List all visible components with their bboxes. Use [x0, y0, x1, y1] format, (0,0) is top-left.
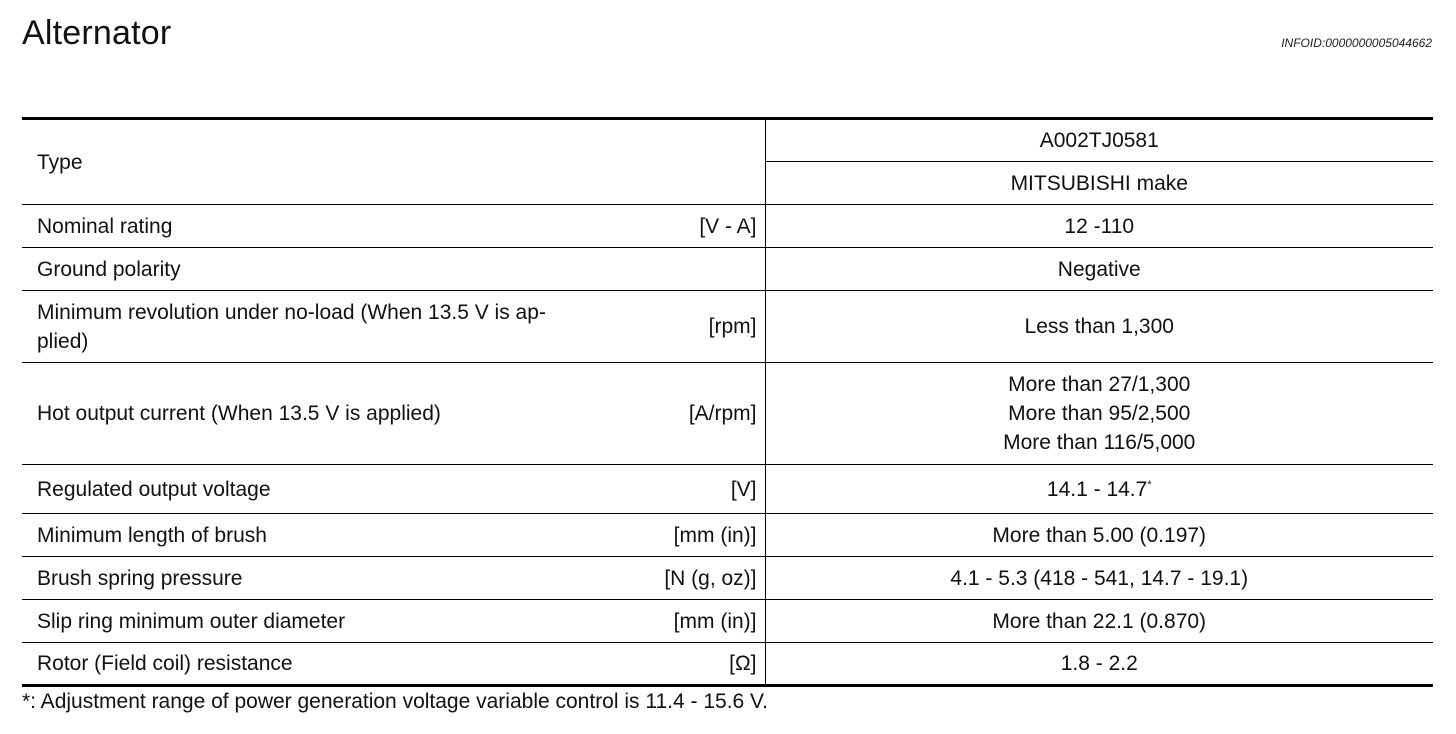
- row-value: MITSUBISHI make: [765, 162, 1433, 205]
- row-label: Brush spring pressure: [22, 557, 662, 600]
- table-row: [22, 291, 1433, 363]
- row-unit: [mm (in)]: [662, 600, 765, 643]
- row-label-line: Minimum revolution under no-load (When 13.5 V is ap-: [37, 300, 546, 324]
- row-label-line: plied): [37, 329, 89, 353]
- row-label: Ground polarity: [22, 248, 662, 291]
- table-row: [22, 643, 1433, 686]
- row-label: Slip ring minimum outer diameter: [22, 600, 662, 643]
- row-value: Less than 1,300: [765, 291, 1433, 363]
- table-row-type: [22, 119, 1433, 162]
- row-value-line: More than 95/2,500: [1008, 402, 1191, 425]
- row-value-line: More than 27/1,300: [1008, 373, 1191, 396]
- row-label: Minimum length of brush: [22, 514, 662, 557]
- row-unit: [N (g, oz)]: [662, 557, 765, 600]
- row-value: 12 -110: [765, 205, 1433, 248]
- row-value: More than 5.00 (0.197): [765, 514, 1433, 557]
- row-label: Rotor (Field coil) resistance: [22, 643, 662, 686]
- row-value: [765, 363, 1433, 465]
- footnote-marker: *: [1147, 478, 1152, 491]
- specification-table: [22, 117, 1433, 687]
- row-value: 1.8 - 2.2: [765, 643, 1433, 686]
- row-label: Regulated output voltage: [22, 465, 662, 514]
- row-unit: [V]: [662, 465, 765, 514]
- row-label: Hot output current (When 13.5 V is applied): [22, 363, 662, 465]
- row-value: Negative: [765, 248, 1433, 291]
- row-label: [22, 291, 662, 363]
- table-row: [22, 205, 1433, 248]
- row-label: Nominal rating: [22, 205, 662, 248]
- info-id: INFOID:0000000005044662: [1281, 36, 1432, 50]
- footnote: *: Adjustment range of power generation voltage variable control is 11.4 - 15.6 V.: [22, 690, 768, 713]
- table-row: [22, 248, 1433, 291]
- row-unit: [rpm]: [662, 291, 765, 363]
- row-value: A002TJ0581: [765, 119, 1433, 162]
- row-unit: [mm (in)]: [662, 514, 765, 557]
- table-row: [22, 557, 1433, 600]
- row-value-line: More than 116/5,000: [1003, 431, 1196, 454]
- table-row: [22, 514, 1433, 557]
- row-value: 4.1 - 5.3 (418 - 541, 14.7 - 19.1): [765, 557, 1433, 600]
- row-unit: [V - A]: [662, 205, 765, 248]
- row-value: [765, 465, 1433, 514]
- row-unit: [Ω]: [662, 643, 765, 686]
- table-row: [22, 465, 1433, 514]
- row-value: More than 22.1 (0.870): [765, 600, 1433, 643]
- table-row: [22, 363, 1433, 465]
- row-label: Type: [22, 119, 765, 205]
- row-value-text: 14.1 - 14.7: [1046, 477, 1148, 501]
- row-unit: [A/rpm]: [662, 363, 765, 465]
- table-row: [22, 600, 1433, 643]
- page-title: Alternator: [22, 14, 172, 52]
- row-unit: [662, 248, 765, 291]
